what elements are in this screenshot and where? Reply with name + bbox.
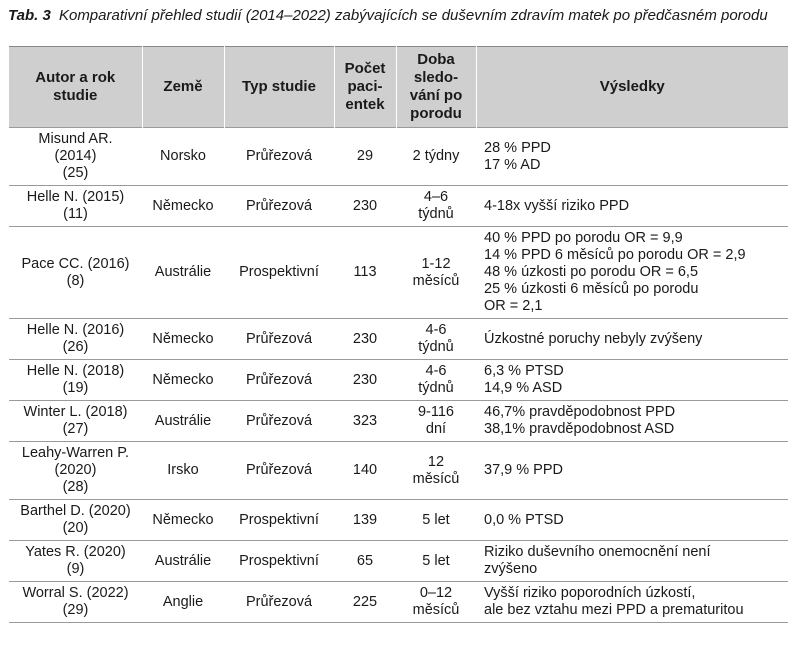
cell-line: 28 % PPD (484, 139, 551, 156)
cell-line: (2014) (54, 148, 97, 164)
cell-line: měsíců (412, 602, 460, 618)
cell-line: Winter L. (2018) (23, 404, 128, 420)
header-country (142, 47, 224, 128)
cell-line: Leahy-Warren P. (21, 445, 130, 461)
table-row (9, 227, 788, 319)
cell-line: (28) (62, 479, 89, 495)
header-line: Autor a rok (35, 69, 116, 86)
follow-up-cell (396, 582, 476, 623)
country-cell: Německo (142, 360, 224, 401)
header-line: Země (163, 78, 203, 95)
cell-line: Riziko duševního onemocnění není (484, 544, 711, 560)
patient-count-cell: 113 (334, 227, 396, 319)
results-cell (476, 319, 788, 360)
results-cell (476, 227, 788, 319)
cell-line: 6,3 % PTSD (484, 363, 564, 379)
author-cell (9, 500, 142, 541)
cell-line: týdnů (418, 380, 454, 396)
cell-line: (29) (62, 602, 89, 618)
cell-line: 2 týdny (412, 148, 460, 164)
header-line: vání po (409, 87, 463, 104)
header-line: Typ studie (242, 78, 316, 95)
author-cell (9, 227, 142, 319)
cell-line: 4-6 (425, 363, 447, 379)
cell-line: Helle N. (2018) (26, 363, 125, 379)
study-type-cell: Průřezová (224, 128, 334, 186)
cell-line: (11) (63, 206, 88, 222)
table-body (9, 128, 788, 623)
cell-line: 5 let (422, 552, 450, 569)
author-cell (9, 401, 142, 442)
author-cell (9, 319, 142, 360)
table-row (9, 541, 788, 582)
studies-table (9, 46, 788, 623)
results-cell (476, 541, 788, 582)
follow-up-cell (396, 500, 476, 541)
results-cell (476, 128, 788, 186)
cell-line: Úzkostné poruchy nebyly zvýšeny (484, 330, 703, 347)
follow-up-cell (396, 360, 476, 401)
cell-line: (19) (62, 380, 89, 396)
study-type-cell: Průřezová (224, 360, 334, 401)
table-row (9, 128, 788, 186)
patient-count-cell: 230 (334, 319, 396, 360)
patient-count-cell: 139 (334, 500, 396, 541)
country-cell: Austrálie (142, 541, 224, 582)
cell-line: 0,0 % PTSD (484, 511, 564, 528)
cell-line: 9-116 (417, 404, 454, 420)
cell-line: 0–12 (419, 585, 453, 601)
header-author (9, 47, 142, 128)
follow-up-cell (396, 128, 476, 186)
caption-label: Tab. 3 (8, 7, 51, 24)
cell-line: (25) (62, 165, 89, 181)
country-cell: Norsko (142, 128, 224, 186)
patient-count-cell: 323 (334, 401, 396, 442)
follow-up-cell (396, 541, 476, 582)
table-row (9, 401, 788, 442)
table-caption (8, 6, 788, 26)
cell-line: 14 % PPD 6 měsíců po porodu OR = 2,9 (484, 247, 746, 263)
cell-line: (26) (62, 339, 89, 355)
cell-line: týdnů (418, 206, 454, 222)
study-type-cell: Průřezová (224, 442, 334, 500)
cell-line: Yates R. (2020) (25, 544, 126, 560)
cell-line: (9) (66, 561, 85, 577)
author-cell (9, 128, 142, 186)
patient-count-cell: 29 (334, 128, 396, 186)
follow-up-cell (396, 401, 476, 442)
table-row (9, 360, 788, 401)
cell-line: (2020) (54, 462, 97, 478)
cell-line: 46,7% pravděpodobnost PPD (484, 404, 676, 420)
cell-line: 1-12 (421, 255, 451, 272)
header-follow-up (396, 47, 476, 128)
follow-up-cell (396, 227, 476, 319)
cell-line: dní (425, 421, 447, 437)
results-cell (476, 360, 788, 401)
author-cell (9, 541, 142, 582)
cell-line: měsíců (412, 470, 460, 487)
country-cell: Irsko (142, 442, 224, 500)
cell-line: 38,1% pravděpodobnost ASD (484, 421, 675, 437)
caption-text: Komparativní přehled studií (2014–2022) zabývajících se duševním zdravím matek po předčasném porodu (58, 7, 768, 24)
cell-line: 25 % úzkosti 6 měsíců po porodu (484, 281, 699, 297)
header-line: paci- (347, 78, 383, 95)
cell-line: 4-18x vyšší riziko PPD (484, 197, 630, 214)
cell-line: 4-6 (425, 322, 447, 338)
follow-up-cell (396, 442, 476, 500)
country-cell: Austrálie (142, 227, 224, 319)
table-row (9, 582, 788, 623)
cell-line: Helle N. (2015) (26, 189, 125, 205)
header-line: entek (345, 96, 385, 113)
results-cell (476, 186, 788, 227)
cell-line: 40 % PPD po porodu OR = 9,9 (484, 230, 683, 246)
cell-line: 17 % AD (484, 156, 541, 173)
country-cell: Německo (142, 186, 224, 227)
cell-line: Barthel D. (2020) (20, 503, 131, 519)
header-type (224, 47, 334, 128)
table-row (9, 186, 788, 227)
study-type-cell: Průřezová (224, 401, 334, 442)
header-line: studie (53, 87, 98, 104)
table-row (9, 500, 788, 541)
cell-line: Pace CC. (2016) (21, 255, 130, 272)
study-type-cell: Průřezová (224, 319, 334, 360)
results-cell (476, 442, 788, 500)
cell-line: 14,9 % ASD (484, 380, 563, 396)
country-cell: Německo (142, 500, 224, 541)
study-type-cell: Prospektivní (224, 227, 334, 319)
cell-line: týdnů (418, 339, 454, 355)
author-cell (9, 442, 142, 500)
header-count (334, 47, 396, 128)
study-type-cell: Průřezová (224, 582, 334, 623)
country-cell: Německo (142, 319, 224, 360)
author-cell (9, 186, 142, 227)
table-header-row (9, 47, 788, 128)
cell-line: 48 % úzkosti po porodu OR = 6,5 (484, 264, 699, 280)
patient-count-cell: 230 (334, 360, 396, 401)
cell-line: Vyšší riziko poporodních úzkostí, (484, 585, 696, 601)
cell-line: 5 let (422, 511, 450, 528)
cell-line: (20) (62, 520, 89, 536)
cell-line: 37,9 % PPD (484, 462, 563, 478)
author-cell (9, 582, 142, 623)
header-line: sledo- (413, 69, 459, 86)
cell-line: Misund AR. (38, 131, 113, 147)
results-cell (476, 500, 788, 541)
cell-line: 4–6 (423, 189, 449, 205)
country-cell: Austrálie (142, 401, 224, 442)
study-type-cell: Průřezová (224, 186, 334, 227)
results-cell (476, 401, 788, 442)
header-line: Doba (417, 51, 455, 68)
cell-line: zvýšeno (484, 561, 538, 577)
country-cell: Anglie (142, 582, 224, 623)
cell-line: OR = 2,1 (484, 298, 543, 314)
table-row (9, 319, 788, 360)
header-results (476, 47, 788, 128)
table-row (9, 442, 788, 500)
header-line: Počet (344, 60, 386, 77)
cell-line: (8) (66, 272, 85, 289)
study-type-cell: Prospektivní (224, 500, 334, 541)
author-cell (9, 360, 142, 401)
cell-line: Worral S. (2022) (22, 585, 129, 601)
cell-line: 12 (427, 453, 445, 470)
results-cell (476, 582, 788, 623)
cell-line: Helle N. (2016) (26, 322, 125, 338)
cell-line: (27) (62, 421, 89, 437)
header-line: Výsledky (599, 78, 665, 95)
patient-count-cell: 230 (334, 186, 396, 227)
patient-count-cell: 140 (334, 442, 396, 500)
cell-line: ale bez vztahu mezi PPD a prematuritou (484, 602, 744, 618)
patient-count-cell: 225 (334, 582, 396, 623)
study-type-cell: Prospektivní (224, 541, 334, 582)
follow-up-cell (396, 186, 476, 227)
cell-line: měsíců (412, 272, 460, 289)
follow-up-cell (396, 319, 476, 360)
patient-count-cell: 65 (334, 541, 396, 582)
header-line: porodu (410, 105, 462, 122)
